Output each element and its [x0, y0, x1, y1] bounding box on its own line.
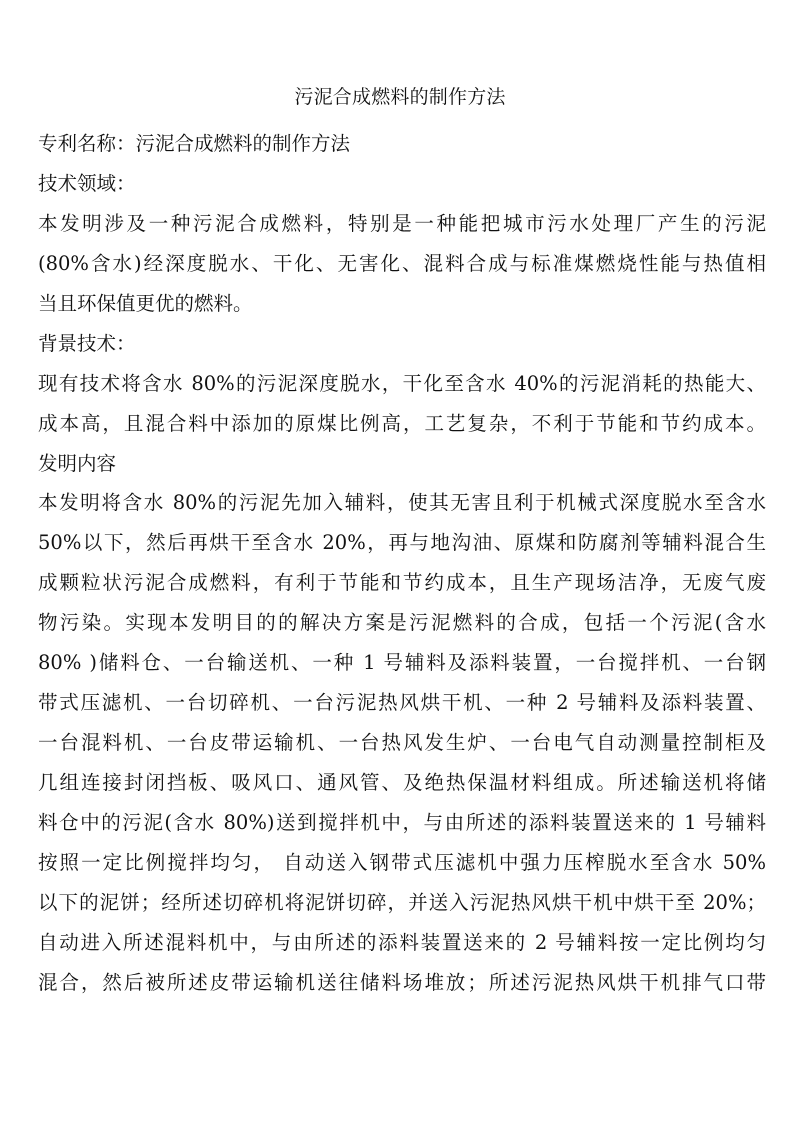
document-body	[38, 126, 766, 1005]
paragraph-line: (80%含水)经深度脱水、干化、无害化、混料合成与标准煤燃烧性能与热值相	[38, 251, 766, 275]
paragraph-line: 现有技术将含水 80%的污泥深度脱水，干化至含水 40%的污泥消耗的热能大、	[38, 371, 766, 395]
paragraph-line: 80% )储料仓、一台输送机、一种 1 号辅料及添料装置，一台搅拌机、一台钢	[38, 651, 766, 675]
paragraph-line: 当且环保值更优的燃料。	[38, 291, 253, 315]
paragraph-line: 本发明涉及一种污泥合成燃料，特别是一种能把城市污水处理厂产生的污泥	[38, 211, 766, 235]
section-heading-background: 背景技术：	[38, 331, 136, 355]
document-title: 污泥合成燃料的制作方法	[294, 86, 506, 108]
paragraph-line: 带式压滤机、一台切碎机、一台污泥热风烘干机、一种 2 号辅料及添料装置、	[38, 691, 766, 715]
patent-name-line: 专利名称：污泥合成燃料的制作方法	[38, 132, 351, 155]
paragraph-line: 按照一定比例搅拌均匀， 自动送入钢带式压滤机中强力压榨脱水至含水 50%	[38, 850, 766, 874]
paragraph-line: 混合，然后被所述皮带运输机送往储料场堆放；所述污泥热风烘干机排气口带	[38, 970, 766, 994]
paragraph-line: 自动进入所述混料机中，与由所述的添料装置送来的 2 号辅料按一定比例均匀	[38, 930, 766, 954]
paragraph-line: 料仓中的污泥(含水 80%)送到搅拌机中，与由所述的添料装置送来的 1 号辅料	[38, 810, 766, 834]
paragraph-line: 几组连接封闭挡板、吸风口、通风管、及绝热保温材料组成。所述输送机将储	[38, 771, 766, 794]
paragraph-line: 以下的泥饼；经所述切碎机将泥饼切碎，并送入污泥热风烘干机中烘干至 20%；	[38, 890, 766, 914]
section-heading-invention-content: 发明内容	[38, 451, 117, 475]
paragraph-line: 一台混料机、一台皮带运输机、一台热风发生炉、一台电气自动测量控制柜及	[38, 731, 766, 755]
paragraph-line: 物污染。实现本发明目的的解决方案是污泥燃料的合成，包括一个污泥(含水	[38, 611, 766, 635]
paragraph-line: 成本高，且混合料中添加的原煤比例高，工艺复杂，不利于节能和节约成本。	[38, 411, 766, 435]
section-heading-technical-field: 技术领域：	[38, 171, 136, 195]
paragraph-line: 成颗粒状污泥合成燃料，有利于节能和节约成本，且生产现场洁净，无废气废	[38, 571, 766, 595]
paragraph-line: 本发明将含水 80%的污泥先加入辅料，使其无害且利于机械式深度脱水至含水	[38, 491, 766, 515]
paragraph-line: 50%以下，然后再烘干至含水 20%，再与地沟油、原煤和防腐剂等辅料混合生	[38, 531, 766, 555]
